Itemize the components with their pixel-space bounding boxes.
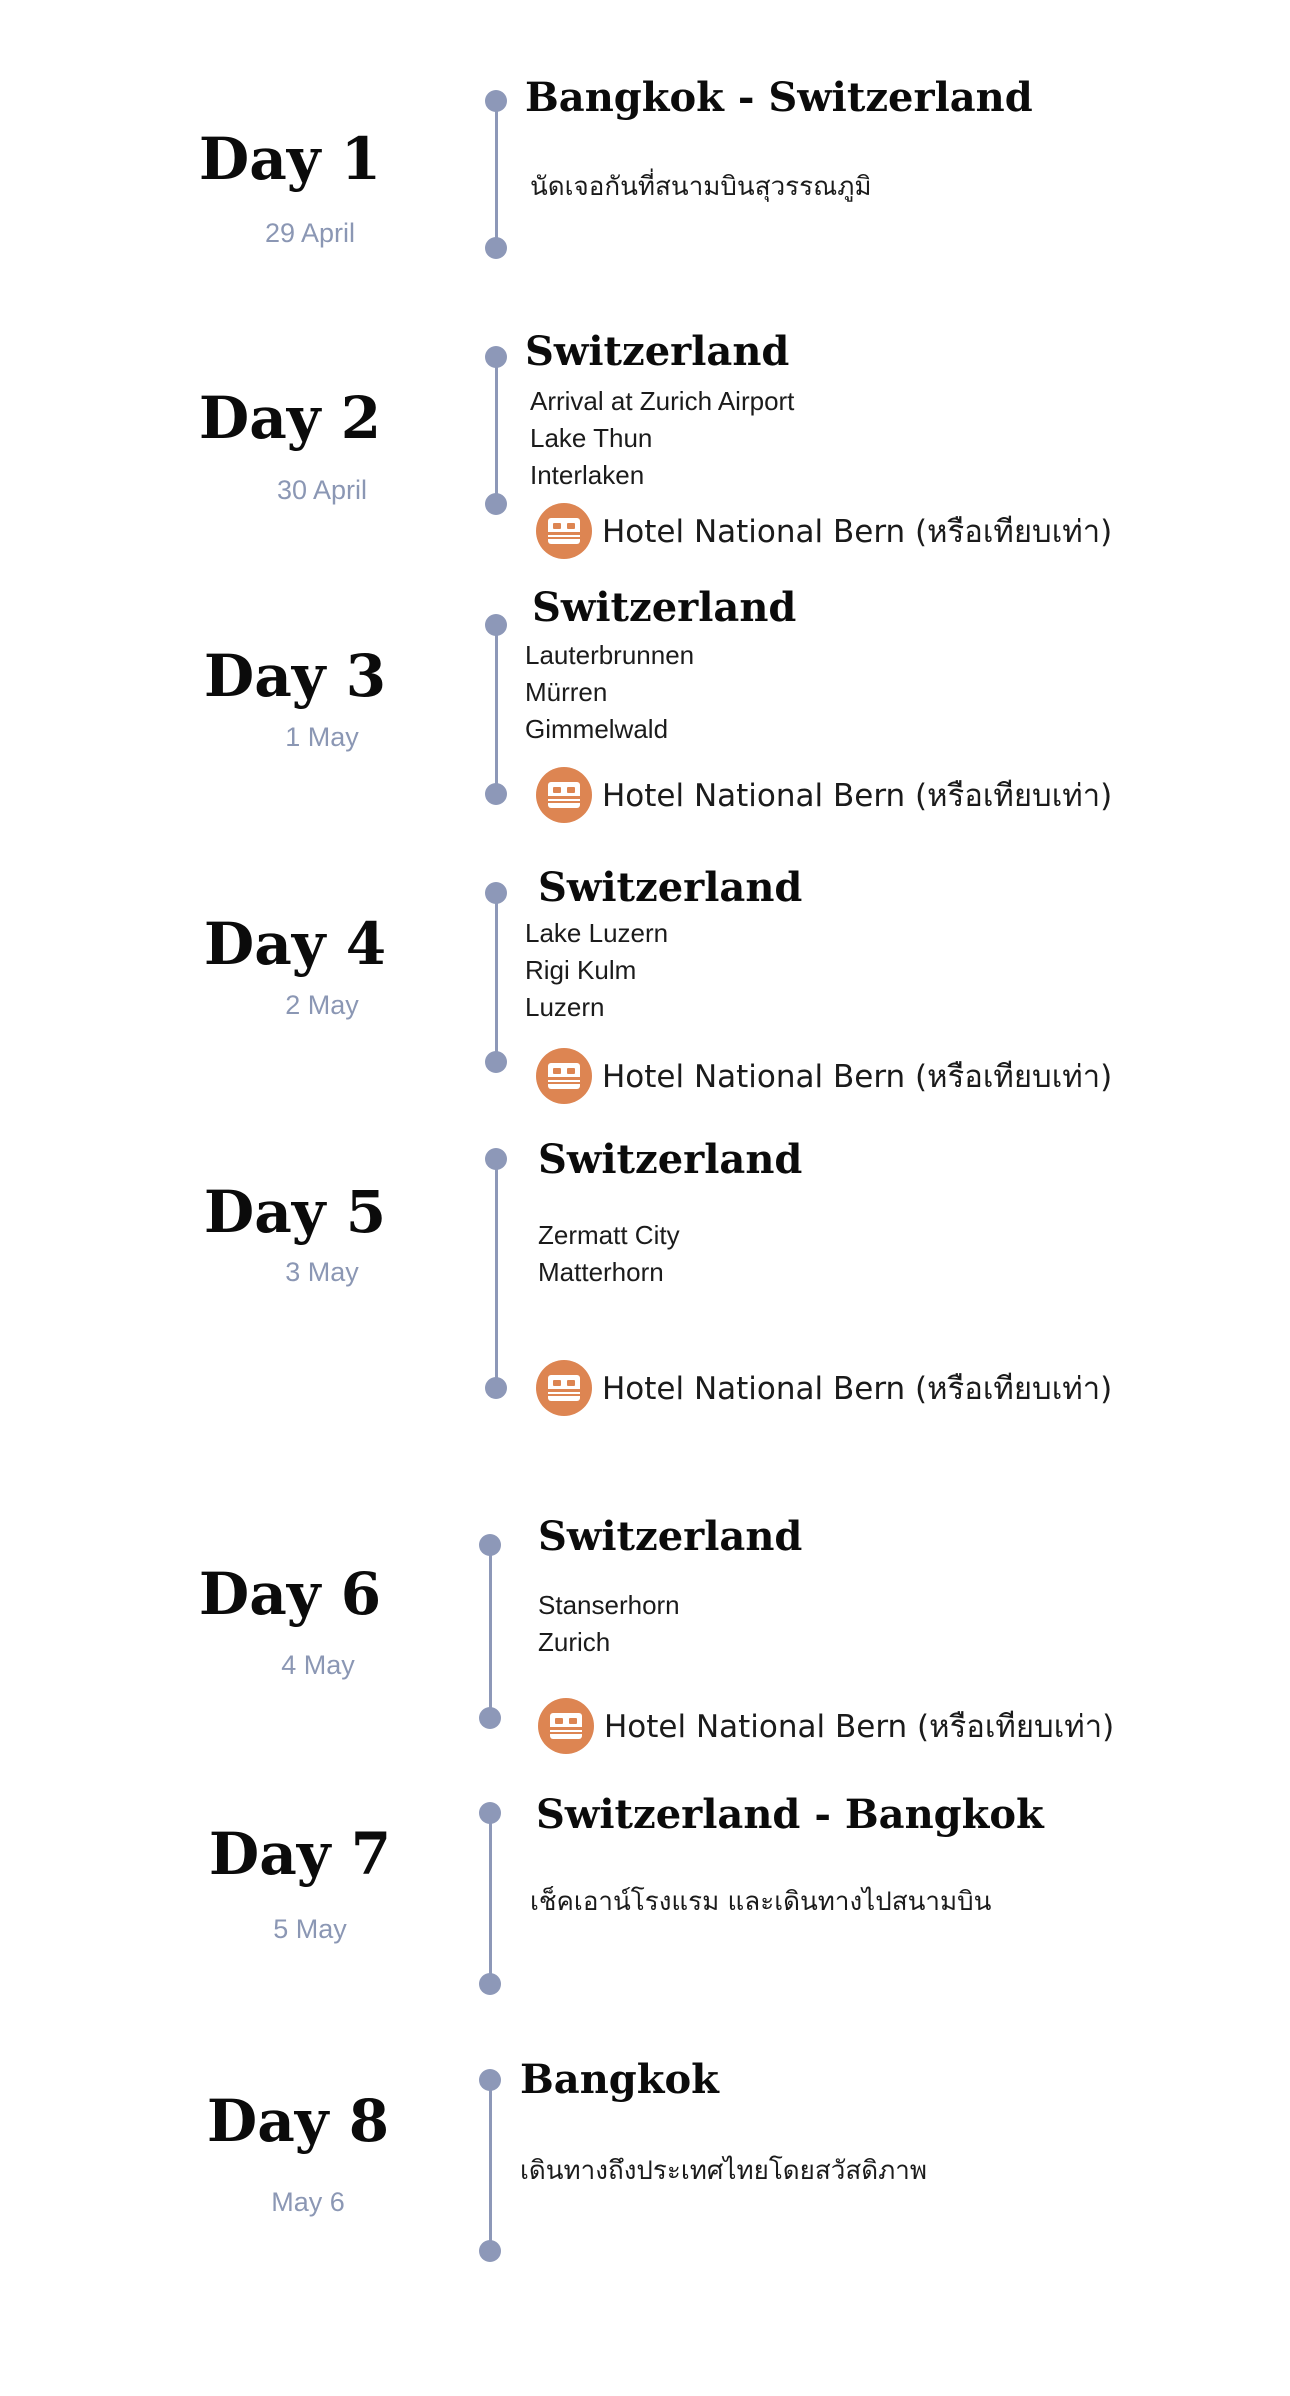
place-list	[538, 1587, 680, 1661]
day-title: Bangkok - Switzerland	[525, 74, 1033, 121]
timeline-dot-start	[479, 1534, 501, 1556]
day-label: Day 4	[203, 910, 387, 978]
timeline-dot-start	[485, 90, 507, 112]
hotel-name: Hotel National Bern (หรือเทียบเท่า)	[602, 1371, 1113, 1407]
timeline-dot-end	[485, 1377, 507, 1399]
hotel-name: Hotel National Bern (หรือเทียบเท่า)	[602, 778, 1113, 814]
bed-icon	[536, 767, 592, 823]
place-item: Gimmelwald	[525, 714, 669, 744]
place-item: Zurich	[538, 1627, 611, 1657]
bed-icon	[536, 1360, 592, 1416]
day-date: 29 April	[264, 218, 356, 248]
place-item: Zermatt City	[538, 1220, 680, 1250]
day-title: Switzerland - Bangkok	[536, 1791, 1044, 1838]
timeline-line	[495, 102, 498, 248]
place-item: Lauterbrunnen	[525, 640, 695, 670]
timeline-line	[495, 358, 498, 504]
place-item: Matterhorn	[538, 1257, 664, 1287]
timeline-dot-end	[485, 1051, 507, 1073]
day-date: 3 May	[285, 1257, 359, 1287]
timeline-dot-end	[479, 2240, 501, 2262]
day-title: Switzerland	[538, 1136, 803, 1183]
day-label: Day 6	[198, 1560, 382, 1628]
day-note: นัดเจอกันที่สนามบินสุวรรณภูมิ	[530, 172, 872, 202]
place-item: Interlaken	[530, 460, 645, 490]
day-date: 2 May	[285, 990, 359, 1020]
place-list	[525, 637, 694, 748]
place-item: Mürren	[525, 677, 608, 707]
place-item: Stanserhorn	[538, 1590, 680, 1620]
day-date: May 6	[271, 2187, 345, 2217]
timeline-dot-end	[479, 1707, 501, 1729]
timeline-dot-start	[479, 1802, 501, 1824]
timeline-dot-start	[485, 346, 507, 368]
timeline-dot-start	[485, 882, 507, 904]
place-list	[530, 383, 794, 494]
place-list	[538, 1217, 680, 1291]
bed-icon	[536, 1048, 592, 1104]
hotel-row	[536, 767, 1112, 823]
timeline-dot-end	[479, 1973, 501, 1995]
day-label: Day 7	[208, 1820, 392, 1888]
timeline-line	[495, 626, 498, 794]
place-item: Lake Thun	[530, 423, 653, 453]
day-label: Day 8	[206, 2087, 390, 2155]
timeline-dot-end	[485, 493, 507, 515]
hotel-row	[538, 1698, 1114, 1754]
day-note: เช็คเอาน์โรงแรม และเดินทางไปสนามบิน	[530, 1887, 992, 1917]
timeline-line	[495, 894, 498, 1062]
place-item: Arrival at Zurich Airport	[530, 386, 795, 416]
day-title: Bangkok	[520, 2056, 719, 2103]
hotel-name: Hotel National Bern (หรือเทียบเท่า)	[604, 1709, 1115, 1745]
timeline-dot-start	[479, 2069, 501, 2091]
timeline-line	[489, 1546, 492, 1718]
place-item: Rigi Kulm	[525, 955, 637, 985]
day-title: Switzerland	[525, 328, 790, 375]
place-list	[525, 915, 668, 1026]
timeline-dot-end	[485, 783, 507, 805]
day-title: Switzerland	[538, 864, 803, 911]
day-date: 1 May	[285, 722, 359, 752]
bed-icon	[536, 503, 592, 559]
place-item: Lake Luzern	[525, 918, 669, 948]
hotel-row	[536, 1048, 1112, 1104]
day-date: 5 May	[273, 1914, 347, 1944]
hotel-row	[536, 1360, 1112, 1416]
day-title: Switzerland	[538, 1513, 803, 1560]
day-label: Day 5	[203, 1178, 387, 1246]
timeline-dot-end	[485, 237, 507, 259]
timeline-line	[495, 1160, 498, 1388]
timeline-dot-start	[485, 614, 507, 636]
place-item: Luzern	[525, 992, 605, 1022]
day-label: Day 3	[203, 642, 387, 710]
day-label: Day 1	[198, 125, 382, 193]
day-note: เดินทางถึงประเทศไทยโดยสวัสดิภาพ	[520, 2156, 928, 2186]
timeline-line	[489, 2081, 492, 2251]
hotel-name: Hotel National Bern (หรือเทียบเท่า)	[602, 514, 1113, 550]
hotel-name: Hotel National Bern (หรือเทียบเท่า)	[602, 1059, 1113, 1095]
day-date: 30 April	[276, 475, 368, 505]
day-label: Day 2	[198, 384, 382, 452]
timeline-line	[489, 1814, 492, 1984]
bed-icon	[538, 1698, 594, 1754]
hotel-row	[536, 503, 1112, 559]
day-date: 4 May	[281, 1650, 355, 1680]
timeline-dot-start	[485, 1148, 507, 1170]
day-title: Switzerland	[532, 584, 797, 631]
